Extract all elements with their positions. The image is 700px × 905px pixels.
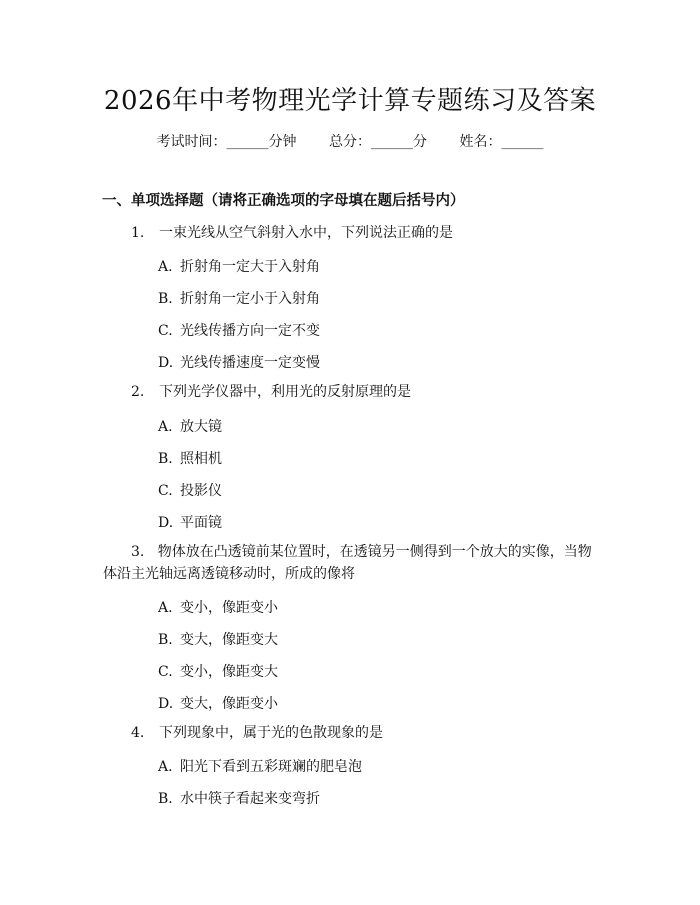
option-label: A. [158, 759, 173, 775]
option-3b [158, 629, 278, 649]
question-text: 下列光学仪器中，利用光的反射原理的是 [159, 384, 411, 400]
option-3c [158, 661, 278, 681]
option-1a [158, 256, 320, 276]
total-score-field: 总分：______分 [329, 134, 427, 150]
exam-time-field: 考试时间：______分钟 [156, 134, 297, 150]
option-2b [158, 448, 222, 468]
option-text: 水中筷子看起来变弯折 [180, 791, 320, 807]
option-label: B. [158, 291, 173, 307]
option-text: 平面镜 [180, 515, 222, 531]
option-label: A. [158, 600, 173, 616]
option-label: C. [158, 323, 173, 339]
option-text: 照相机 [180, 451, 222, 467]
option-text: 折射角一定大于入射角 [180, 259, 320, 275]
option-3d [158, 693, 278, 713]
option-label: A. [158, 419, 173, 435]
option-1b [158, 288, 320, 308]
option-text: 折射角一定小于入射角 [180, 291, 320, 307]
student-name-field: 姓名：______ [459, 134, 544, 150]
option-text: 光线传播速度一定变慢 [180, 355, 320, 371]
option-label: A. [158, 259, 173, 275]
question-number: 4. [131, 725, 145, 741]
option-text: 变大，像距变大 [180, 632, 278, 648]
question-4 [131, 722, 601, 744]
option-text: 阳光下看到五彩斑斓的肥皂泡 [180, 759, 362, 775]
option-label: B. [158, 451, 173, 467]
option-2d [158, 512, 222, 532]
question-number: 2. [131, 384, 145, 400]
page-title: 2026年中考物理光学计算专题练习及答案 [103, 86, 597, 116]
option-2c [158, 480, 222, 500]
option-text: 投影仪 [180, 483, 222, 499]
option-label: B. [158, 791, 173, 807]
option-text: 变小，像距变小 [180, 600, 278, 616]
option-label: D. [158, 355, 174, 371]
question-number: 3. [131, 544, 145, 560]
question-1 [131, 222, 601, 244]
option-1d [158, 352, 320, 372]
option-4a [158, 756, 362, 776]
question-number: 1. [131, 225, 145, 241]
section-heading: 一、单项选择题（请将正确选项的字母填在题后括号内） [102, 192, 465, 209]
option-text: 放大镜 [180, 419, 222, 435]
question-text: 一束光线从空气斜射入水中，下列说法正确的是 [159, 225, 453, 241]
question-3 [103, 541, 603, 585]
question-text: 下列现象中，属于光的色散现象的是 [159, 725, 383, 741]
question-2 [131, 381, 601, 403]
option-4b [158, 788, 320, 808]
option-label: D. [158, 696, 174, 712]
option-label: C. [158, 483, 173, 499]
option-2a [158, 416, 222, 436]
option-1c [158, 320, 320, 340]
question-text: 物体放在凸透镜前某位置时，在透镜另一侧得到一个放大的实像，当物体沿主光轴远离透镜移动时，所成的像将 [103, 544, 592, 582]
option-3a [158, 597, 278, 617]
option-label: D. [158, 515, 174, 531]
option-label: B. [158, 632, 173, 648]
option-text: 变小，像距变大 [180, 664, 278, 680]
option-text: 光线传播方向一定不变 [180, 323, 320, 339]
option-text: 变大，像距变小 [180, 696, 278, 712]
exam-meta [0, 131, 700, 151]
option-label: C. [158, 664, 173, 680]
